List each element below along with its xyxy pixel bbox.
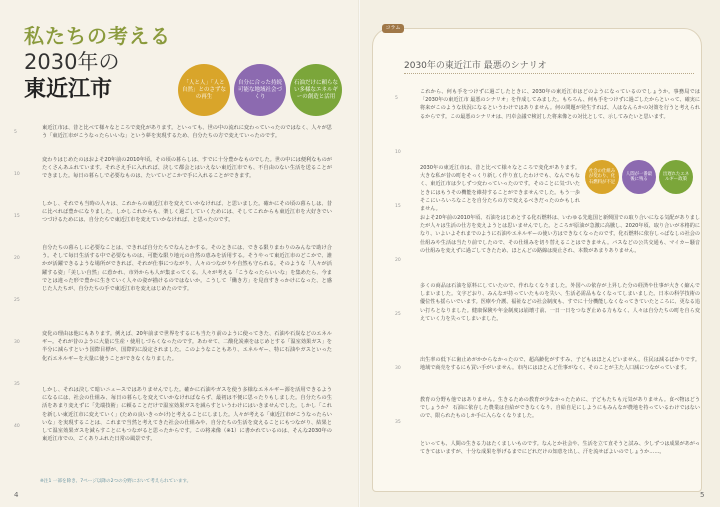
- line-number: 35: [14, 382, 20, 387]
- paragraph: 変わりはじめたのはおよそ20年前の2010年頃。その頃の暮らしは、すでに十分豊かなものでした。世の中には便利なものがたくさんあふれています。それさえ手に入れれば、決して都会とはいえない東近江市でも、不自由のない生活を送ることができました。毎日の暮らしで必要なものは、たいていどこかで手に入れることができます。: [42, 157, 332, 180]
- title-divider: [404, 73, 694, 74]
- theme-circle-label: 「人と人」「人と自然」とのさずなの再生: [182, 79, 227, 100]
- line-number: 20: [14, 256, 20, 261]
- line-number: 30: [14, 340, 20, 345]
- theme-circle-energy: [290, 64, 342, 116]
- line-number: 25: [395, 312, 401, 317]
- column-tag: コラム: [382, 24, 404, 33]
- column-title: 2030年の東近江市 最悪のシナリオ: [404, 61, 547, 71]
- column-intro: これから、何も手をつけずに過ごしたときに、2030年の東近江市はどのようになっているのでしょうか。事務局では「2030年の東近江市 最悪のシナリオ」を作成してみました。もちろん、何も手をつけずに過ごしたからといって、確実に将来がこのような状況になるというわけではありません。何の問題が発生すれば、人はなんらかの対策を行うと考えられるからです。この最悪のシナリオは、円卓会議で検討した将来像との対比として、示してみたいと思います。: [420, 89, 700, 120]
- theme-circle-community: [234, 64, 286, 116]
- theme-circle-label: 自分に合った持続可能な地域社会づくり: [238, 79, 283, 100]
- line-number: 5: [395, 96, 398, 101]
- line-number: 25: [14, 298, 20, 303]
- line-number: 20: [395, 258, 401, 263]
- paragraph: およそ20年前の2010年頃、石油をはじめとする化石燃料は、いわゆる先進国と新興国での取り合いになる気配がありましたが人々は生活の仕方を変えようとは思いませんでした。ところが原油が急激に高騰し、2020年頃、取り合いが本格的になり、いよいよそれまでのように石油やエネルギーの使い方はできなくなったのです。化石燃料に依存しっぱなしの社会の仕組みや生活は当たり前でしたので、その仕組みを切り替えることはできません。バスなどの公共交通も、マイカー騒音の仕組みを変えずに過ごしてきたため、ほとんどの路線は廃止され、本数があまりありません。: [420, 215, 700, 254]
- line-number: 15: [395, 204, 401, 209]
- page-title-line3: 東近江市: [24, 77, 113, 102]
- line-number: 5: [14, 130, 17, 135]
- title-text: 私たちの考える: [24, 24, 171, 48]
- scenario-circle-label: 社会の仕組みが変わり、化石燃料が不足: [588, 168, 616, 185]
- scenario-circle-society: [585, 160, 619, 194]
- scenario-circle-label: 人間が一番最後に残る: [625, 171, 653, 182]
- paragraph: 東近江市は、昔と比べて様々なところで変化があります。といっても、世の中の流れに変わっていったのではなく、人々が思う「東近江市がこうなったらいいな」という夢を実現するため、自分たちの方で変えていったのです。: [42, 125, 332, 140]
- paragraph: 出生率の低下に歯止めがかからなかったので、超高齢化がすすみ、子どもはほとんどいません。住民は減るばかりです。地域で商売をするにも買い手がいません。市内にはほとんど仕事がなく、そのことが主た人口減につながっています。: [420, 357, 700, 372]
- scenario-circle-label: 出遅れたエネルギー政策: [662, 171, 690, 182]
- theme-circle-label: 石油だけに頼らない多様なエネルギーの創造と活用: [294, 79, 339, 100]
- page-number: 5: [700, 491, 705, 499]
- paragraph: 多くの商品は石油を原料にしていたので、作れなくなりました。外国への依存が上昇した分の経済や仕事が大きく縮んでしまいました。文字どおり、みんなが持っていたものを失い、生活必需品もなくなってしまいました。日本の科学技術の優位性も揺らいでいます。医療や介護、福祉などの社会制度も、すでに十分機能しなくなってきていたところに、更なる追い打ちとなりました。健康保険や年金制度は崩壊寸前、一日一日をつなぎ止める力もなく、人々は自分たちの町を自ら変えていく力を失ってしまいました。: [420, 283, 700, 322]
- line-number: 10: [14, 172, 20, 177]
- page-number: 4: [14, 491, 19, 499]
- theme-circle-bonds: [178, 64, 230, 116]
- footnote: ※注1 一部を除き、7ページ以降の2つの分野において考えられています。: [40, 479, 192, 484]
- scenario-circle-people: [622, 160, 656, 194]
- page-title-line1: [24, 20, 171, 49]
- page-title-line2: 2030年の: [24, 50, 120, 74]
- line-number: 30: [395, 366, 401, 371]
- scenario-circle-energy: [659, 160, 693, 194]
- line-number: 15: [14, 214, 20, 219]
- line-number: 35: [395, 420, 401, 425]
- paragraph: しかし、それは決して暗いニュースではありませんでした。確かに石油やガスを使う多様なエネルギー源を活用できるようになるには、社会の仕組み、毎日の暮らしを変えていかなければならず、最初は不便に思ったりもしました。自分たちの生活をあまり変えずに「先端技術」に頼ることだけで温室効果ガスを減らすというわけにはいきませんでした。しかし「これを新しい東近江市に変えていく」(ための良いきっかけ)と考えることにしました。人々が考える「東近江市がこうなったらいいな」を実現することは、これまで当然と考えてきた社会の仕組みや、自分たちの生活を変えることにもつながり、結果として温室効果ガスを減らすことにもつながると思ったからです。この将来像（※1）に書かれているのは、そんな2030年の東近江市での、ごくありふれた日常の風景です。: [42, 387, 332, 443]
- paragraph: 変化の理由は他にもあります。例えば、20年前まで世界をするにも当たり前のように使ってきた、石油や石炭などのエネルギー。それが昔のように大量に生産・使用しづらくなったのです。あわせて、二酸化炭素をはじめとする「温室効果ガス」を半分に減らすという国際目標が、国際的に設定されました。このようなこともあり、エネルギー、特に石油やガスといった化石エネルギーを大量に使うことができなくなりました。: [42, 331, 332, 362]
- line-number: 10: [395, 150, 401, 155]
- paragraph: 自分たちの暮らしに必要なことは、できれば自分たちでなんとかする。そのときには、できる限りまわりのみんなで助け合う。そして毎日生活する中で必要なものは、可能な限り地元の自然の恵みを活用する。そうやって東近江市のどこかで、誰かが活躍できるような場所ができれば、それが仕事につながり、人々のつながりや自然も守られる。そのような「人々が活躍する姿」「美しい自然」に惹かれ、市外からも人が集まってくる。人々が考える「こうなったらいいな」を集めたら、今までとは違った形で豊かに生きていく人々の姿が描けるのではないか。こうして「働き方」を見直すきっかけになった、と感じた人たちが、自分たちの手で東近江市を変えはじめたのです。: [42, 245, 332, 293]
- paragraph: といっても、人間の生きる力はたくましいものです。なんとか社会や、生活を立て直そうと試み、少しずつは成果があがってきてはいますが、十分な成果を挙げるまでにどれだけの知恵を出し、汗を流せばよいのでしょうか……。: [420, 441, 700, 456]
- paragraph: 教育の分野も他ではありません。生きるための教育が少なかったために、子どもたちも元気がありません。食べ物はどうでしょうか？ 石油に依存した農業は自給ができなくなり、自給自足にしようにもみんなが農地を持っているわけではないので、限られたものしか手に入らなくなりました。: [420, 397, 700, 420]
- paragraph: しかし、それでも当時の人々は、これからの東近江市を変えていかなければ、と思いました。確かにその頃の暮らしは、昔に比べれば豊かになりました。しかしこれからも、楽しく過ごしていくためには、そしてこれからも東近江市を大好きでいつづけるためには、自分たちで東近江市を変えていかなければ、と思ったのです。: [42, 201, 332, 224]
- paragraph: 2030年の東近江市は、昔と比べて様々なところで変化があります。大きな私が昔の町をそっくり新しく作り直したわけでも、なんでもなく、東近江市は少しずつ変わっていったのです。そのことに気づいたときにはもうその機能を維持することができませんでした。もう一歩そこにいろいろなことを自分たちの方で変えるべきだったのかもしれません。: [420, 165, 580, 213]
- line-number: 40: [14, 424, 20, 429]
